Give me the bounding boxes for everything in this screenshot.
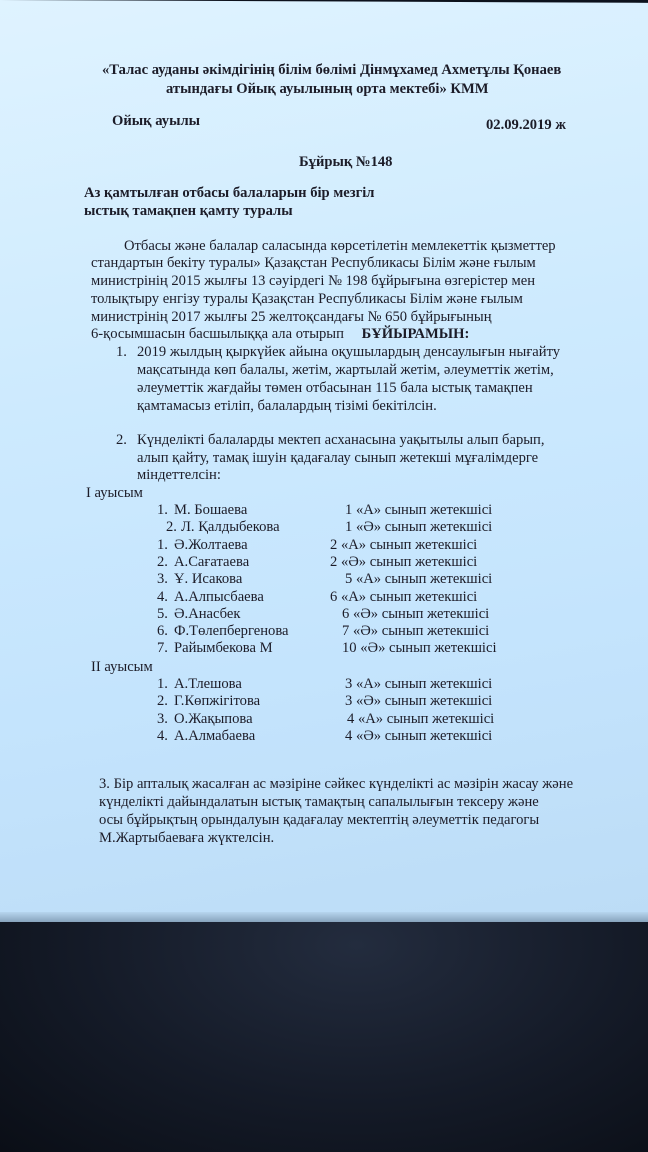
row-number: 4.	[157, 727, 168, 744]
teacher-name: Л. Қалдыбекова	[181, 519, 280, 536]
teacher-name: А.Алпысбаева	[174, 588, 264, 605]
row-number: 2.	[166, 519, 177, 536]
class-role: 1 «Ә» сынып жетекшісі	[345, 519, 493, 536]
class-role: 6 «А» сынып жетекшісі	[330, 588, 478, 605]
item-1-line-3: әлеуметтік жағдайы төмен отбасынан 115 бала ыстық тамақпен	[137, 380, 533, 396]
date: 02.09.2019 ж	[486, 117, 566, 133]
item-3-line-2: күнделікті дайындалатын ыстық тамақтың сапалылығын тексеру және	[99, 794, 539, 810]
teacher-name: А.Сағатаева	[174, 553, 250, 570]
item-2-number: 2.	[116, 432, 127, 448]
row-number: 1.	[157, 536, 168, 553]
row-number: 1.	[157, 676, 168, 692]
row-number: 3.	[157, 710, 168, 727]
class-role: 4 «А» сынып жетекшісі	[347, 710, 495, 727]
teacher-name: О.Жақыпова	[174, 710, 253, 727]
teacher-name: Ә.Анасбек	[174, 605, 241, 622]
item-3-line-3: осы бұйрықтың орындалуын қадағалау мектептің әлеуметтік педагогы	[99, 812, 540, 828]
class-role: 3 «А» сынып жетекшісі	[345, 676, 493, 692]
order-word: БҰЙЫРАМЫН:	[361, 326, 470, 342]
header-line-1: «Талас ауданы әкімдігінің білім бөлімі Дінмұхамед Ахметұлы Қонаев	[102, 62, 562, 78]
subject-line-2: ыстық тамақпен қамту туралы	[84, 203, 293, 219]
teacher-name: Ұ. Исакова	[174, 571, 243, 588]
class-role: 10 «Ә» сынып жетекшісі	[342, 640, 497, 657]
row-number: 2.	[157, 693, 168, 710]
item-1-line-2: мақсатында көп балалы, жетім, жартылай жетім, әлеуметтік жетім,	[137, 362, 554, 378]
row-number: 1.	[157, 502, 168, 518]
item-2-line-2: алып қайту, тамақ ішуін қадағалау сынып жетекші мұғалімдерге	[137, 450, 539, 466]
preamble-line-5: министрінің 2017 жылғы 25 желтоқсандағы № 650 бұйрығының	[91, 309, 492, 325]
item-3-line-1: 3. Бір апталық жасалған ас мәзіріне сәйкес күнделікті ас мәзірін жасау және	[99, 776, 574, 792]
item-3-line-4: М.Жартыбаеваға жүктелсін.	[99, 830, 275, 846]
place: Ойық ауылы	[112, 113, 201, 129]
class-role: 6 «Ә» сынып жетекшісі	[342, 605, 490, 622]
row-number: 6.	[157, 623, 168, 640]
preamble-text: 6-қосымшасын басшылыққа ала отырып	[91, 326, 344, 342]
preamble-line-2: стандартын бекіту туралы» Қазақстан Республикасы Білім және ғылым	[91, 255, 536, 271]
class-role: 1 «А» сынып жетекшісі	[345, 502, 493, 518]
class-role: 2 «Ә» сынып жетекшісі	[330, 553, 478, 570]
row-number: 3.	[157, 571, 168, 588]
row-number: 2.	[157, 553, 168, 570]
item-2-line-3: міндеттелсін:	[137, 467, 221, 483]
header-line-2: атындағы Ойық ауылының орта мектебі» КММ	[166, 81, 489, 97]
teacher-name: М. Бошаева	[174, 502, 248, 518]
subject-line-1: Аз қамтылған отбасы балаларын бір мезгіл	[84, 185, 375, 201]
shift-1-label: І ауысым	[86, 485, 143, 501]
class-role: 4 «Ә» сынып жетекшісі	[345, 727, 493, 744]
row-number: 5.	[157, 605, 168, 622]
row-number: 4.	[157, 588, 168, 605]
teacher-name: Ф.Төлепбергенова	[174, 623, 289, 640]
item-1-line-4: қамтамасыз етіліп, балалардың тізімі бекітілсін.	[137, 398, 437, 414]
order-title: Бұйрық №148	[299, 154, 393, 170]
class-role: 7 «Ә» сынып жетекшісі	[342, 623, 490, 640]
item-1-line-1: 2019 жылдың қыркүйек айына оқушылардың денсаулығын нығайту	[137, 344, 561, 360]
preamble-line-4: толықтыру енгізу туралы Қазақстан Республикасы Білім және ғылым	[91, 291, 523, 307]
item-2-line-1: Күнделікті балаларды мектеп асханасына уақытылы алып барып,	[137, 432, 545, 448]
class-role: 2 «А» сынып жетекшісі	[330, 536, 478, 553]
row-number: 7.	[157, 640, 168, 657]
teacher-name: Райымбекова М	[174, 640, 273, 657]
class-role: 3 «Ә» сынып жетекшісі	[345, 693, 493, 710]
shift-2-label: ІІ ауысым	[91, 659, 153, 675]
teacher-name: Г.Көпжігітова	[174, 693, 261, 710]
dark-background	[0, 922, 648, 1152]
item-1-number: 1.	[116, 344, 127, 360]
preamble-line-6	[91, 326, 469, 343]
teacher-name: А.Алмабаева	[174, 727, 256, 744]
teacher-name: А.Тлешова	[174, 676, 242, 692]
preamble-line-1: Отбасы және балалар саласында көрсетілетін мемлекеттік қызметтер	[124, 238, 556, 254]
preamble-line-3: министрінің 2015 жылғы 13 сәуірдегі № 198 бұйрығына өзгерістер мен	[91, 273, 536, 289]
class-role: 5 «А» сынып жетекшісі	[345, 571, 493, 588]
teacher-name: Ә.Жолтаева	[174, 536, 248, 553]
